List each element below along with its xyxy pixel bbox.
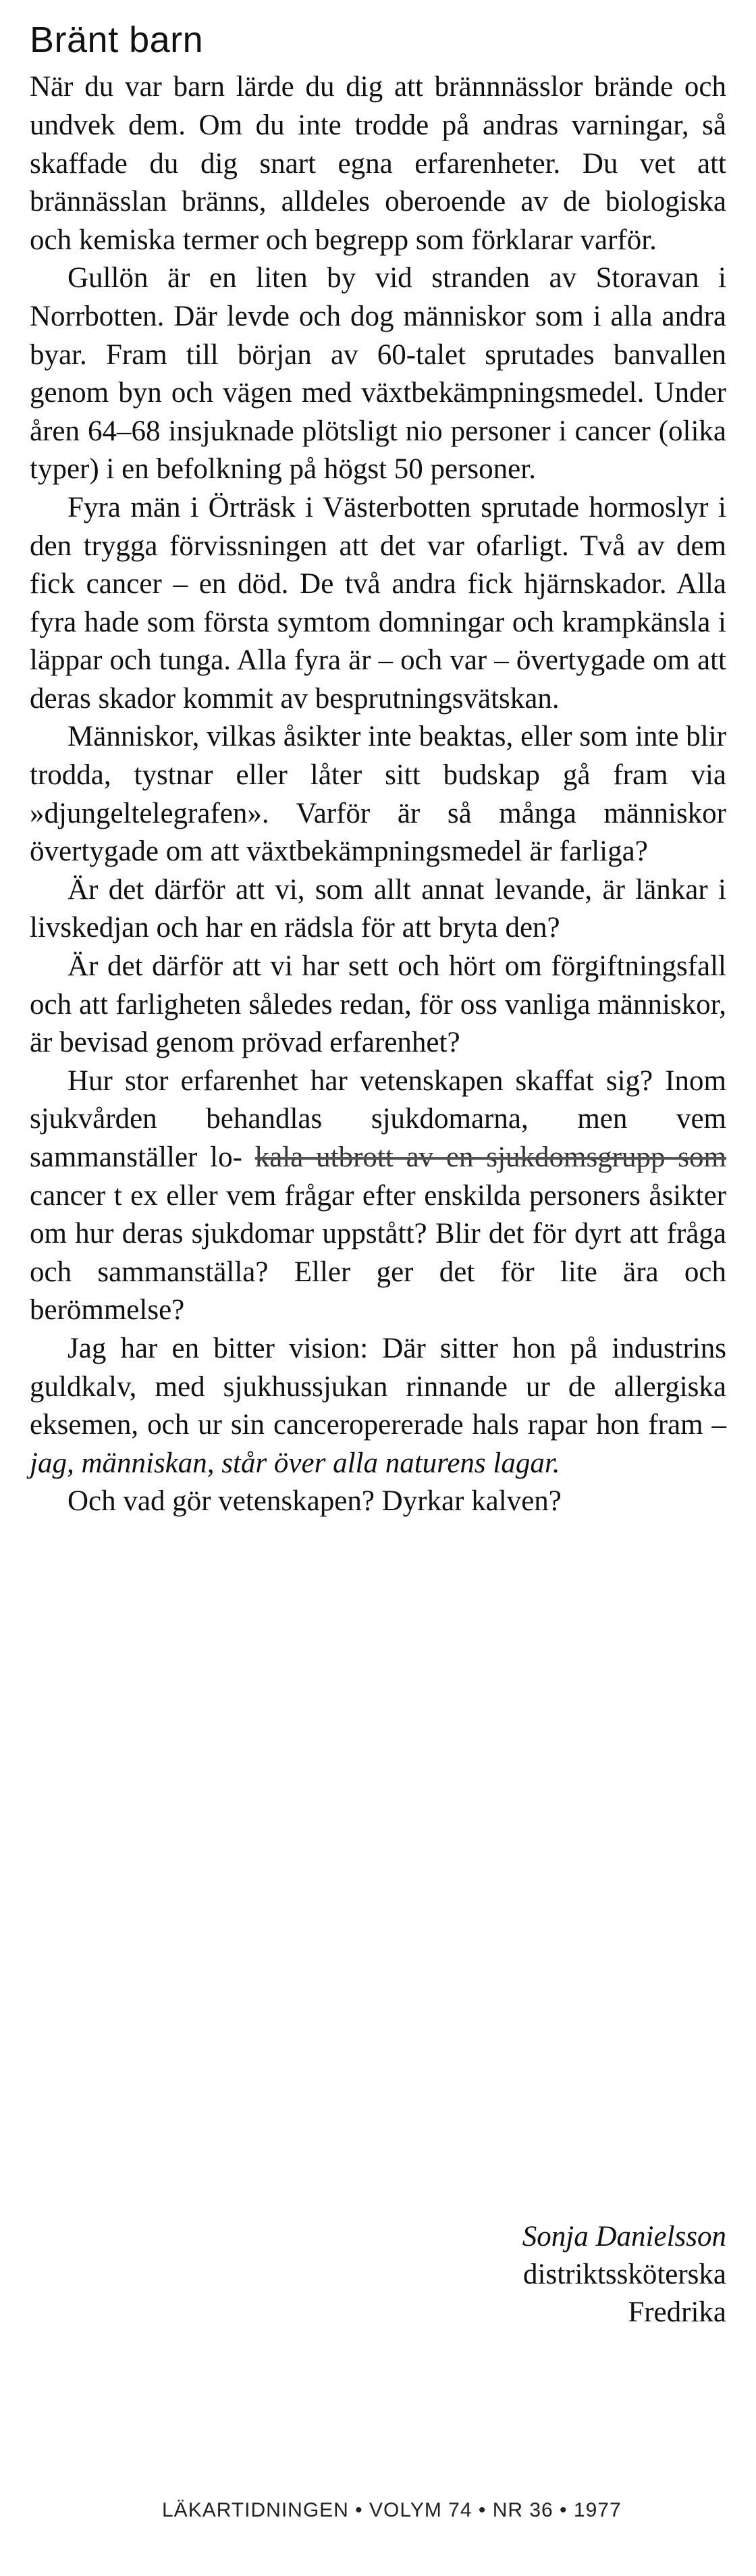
journal-footer: LÄKARTIDNINGEN • VOLYM 74 • NR 36 • 1977 xyxy=(162,2499,622,2521)
struck-through-line: kala utbrott av en sjukdomsgrupp som xyxy=(254,1141,726,1174)
paragraph-4: Människor, vilkas åsikter inte beaktas, eller som inte blir trodda, tystnar eller låter sitt budskap gå fram via »djungeltelegrafen». Varför är så många människor övertygade om att växtbekämpningsmedel är farliga? xyxy=(30,721,726,868)
paragraph-6: Är det därför att vi har sett och hört om förgiftningsfall och att farligheten således redan, för oss vanliga människor, är bevisad genom prövad erfarenhet? xyxy=(30,950,726,1059)
italic-quote: jag, människan, står över alla naturens lagar. xyxy=(30,1447,560,1479)
paragraph-3: Fyra män i Örträsk i Västerbotten sprutade hormoslyr i den trygga förvissningen att det var ofarligt. Två av dem fick cancer – en död. De två andra fick hjärnskador. Alla fyra hade som första symtom domningar och krampkänsla i läppar och tunga. Alla fyra är – och var – övertygade om att deras skador kommit av besprutningsvätskan. xyxy=(30,491,726,715)
paragraph-1: När du var barn lärde du dig att brännnässlor brände och undvek dem. Om du inte trodde på andras varningar, så skaffade du dig snart egna erfarenheter. Du vet att brännässlan bränns, alldeles oberoende av de biologiska och kemiska termer och begrepp som förklarar varför. xyxy=(30,71,726,256)
signature-block xyxy=(522,2218,726,2332)
author-place: Fredrika xyxy=(628,2296,726,2328)
paragraph-8 xyxy=(30,1330,726,1483)
article-body xyxy=(30,68,726,1521)
paragraph-9: Och vad gör vetenskapen? Dyrkar kalven? xyxy=(68,1485,562,1518)
author-name: Sonja Danielsson xyxy=(522,2221,726,2252)
paragraph-7-end: cancer t ex eller vem frågar efter enskilda personers åsikter om hur deras sjukdomar uppstått? Blir det för dyrt att fråga och sammanställa? Eller ger det för lite ära och berömmelse? xyxy=(30,1179,726,1326)
paragraph-7-start: Hur stor erfarenhet har vetenskapen skaffat sig? Inom sjukvården behandlas sjukdomarna, men vem sammanställer lo- xyxy=(30,1064,726,1174)
paragraph-7 xyxy=(30,1062,726,1330)
article xyxy=(30,20,726,1521)
article-title: Bränt barn xyxy=(30,20,204,60)
paragraph-8-start: Jag har en bitter vision: Där sitter hon på industrins guldkalv, med sjukhussjukan rinnande ur de allergiska eksemen, och ur sin canceropererade hals rapar hon fram – xyxy=(30,1332,726,1441)
paragraph-2: Gullön är en liten by vid stranden av Storavan i Norrbotten. Där levde och dog människor som i alla andra byar. Fram till början av 60-talet sprutades banvallen genom byn och vägen med växtbekämpningsmedel. Under åren 64–68 insjuknade plötsligt nio personer i cancer (olika typer) i en befolkning på högst 50 personer. xyxy=(30,262,726,486)
author-title: distriktssköterska xyxy=(523,2259,726,2290)
paragraph-5: Är det därför att vi, som allt annat levande, är länkar i livskedjan och har en rädsla för att bryta den? xyxy=(30,873,726,944)
